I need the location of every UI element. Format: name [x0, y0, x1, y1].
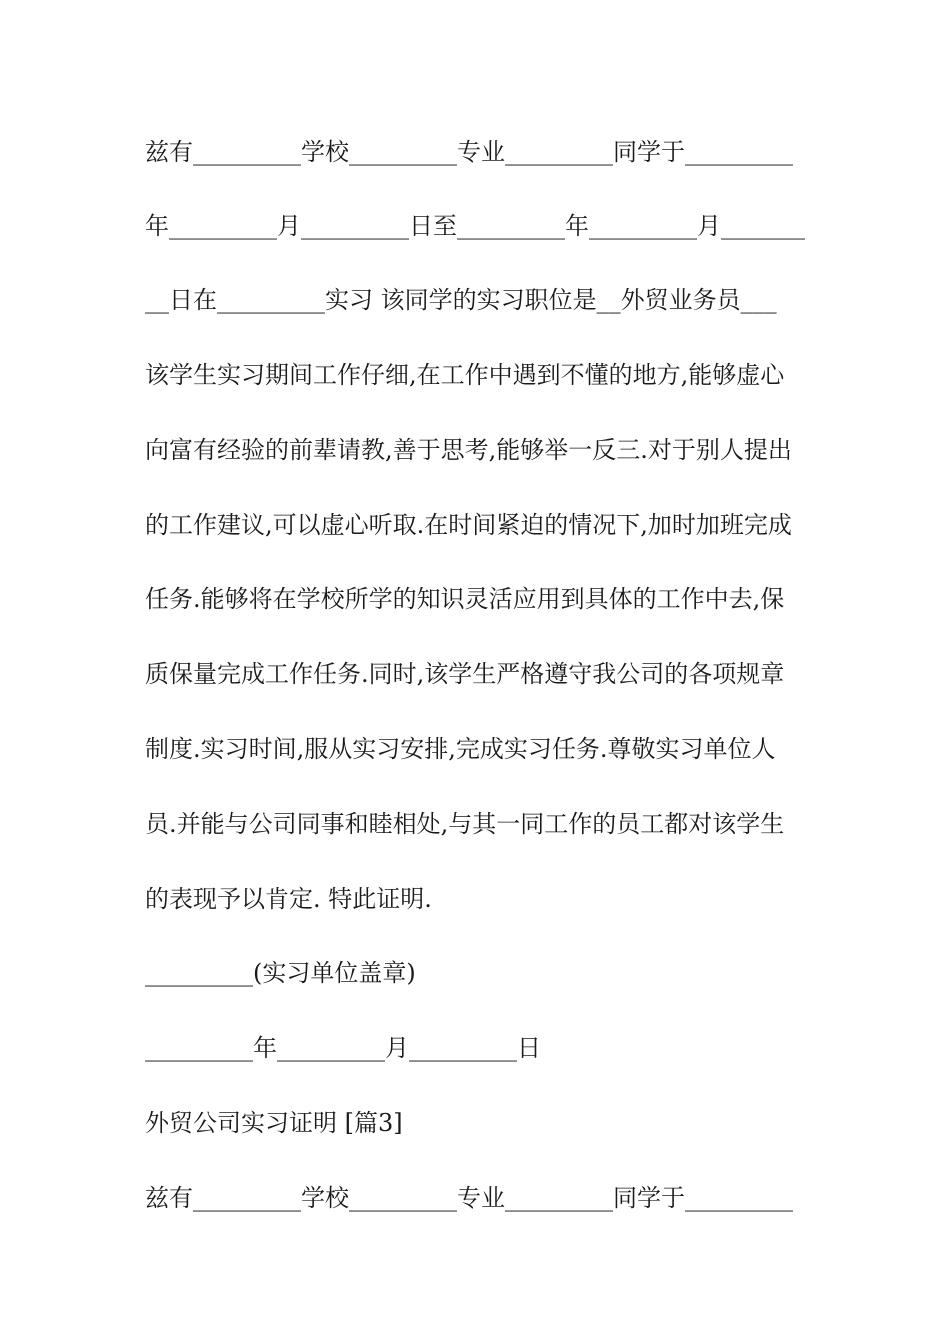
paragraph-line: 年_________月_________日至_________年_________月_______	[145, 212, 805, 240]
paragraph-line: 员.并能与公司同事和睦相处,与其一同工作的员工都对该学生	[145, 810, 785, 838]
paragraph-line: 质保量完成工作任务.同时,该学生严格遵守我公司的各项规章	[145, 660, 785, 688]
paragraph-line: 该学生实习期间工作仔细,在工作中遇到不懂的地方,能够虚心	[145, 361, 785, 389]
paragraph-line: 制度.实习时间,服从实习安排,完成实习任务.尊敬实习单位人	[145, 735, 776, 763]
date-line: _________年_________月_________日	[145, 1034, 541, 1062]
paragraph-line: 兹有_________学校_________专业_________同学于_________	[145, 138, 793, 166]
closing-line: 的表现予以肯定. 特此证明.	[145, 885, 432, 913]
paragraph-line: 向富有经验的前辈请教,善于思考,能够举一反三.对于别人提出	[145, 436, 792, 464]
paragraph-line: 兹有_________学校_________专业_________同学于_________	[145, 1184, 793, 1212]
paragraph-line: __日在_________实习 该同学的实习职位是__外贸业务员___	[145, 286, 777, 314]
paragraph-line: 任务.能够将在学校所学的知识灵活应用到具体的工作中去,保	[145, 585, 785, 613]
section-heading: 外贸公司实习证明 [篇3]	[145, 1109, 403, 1137]
paragraph-line: 的工作建议,可以虚心听取.在时间紧迫的情况下,加时加班完成	[145, 511, 792, 539]
seal-line: _________(实习单位盖章)	[145, 959, 416, 987]
